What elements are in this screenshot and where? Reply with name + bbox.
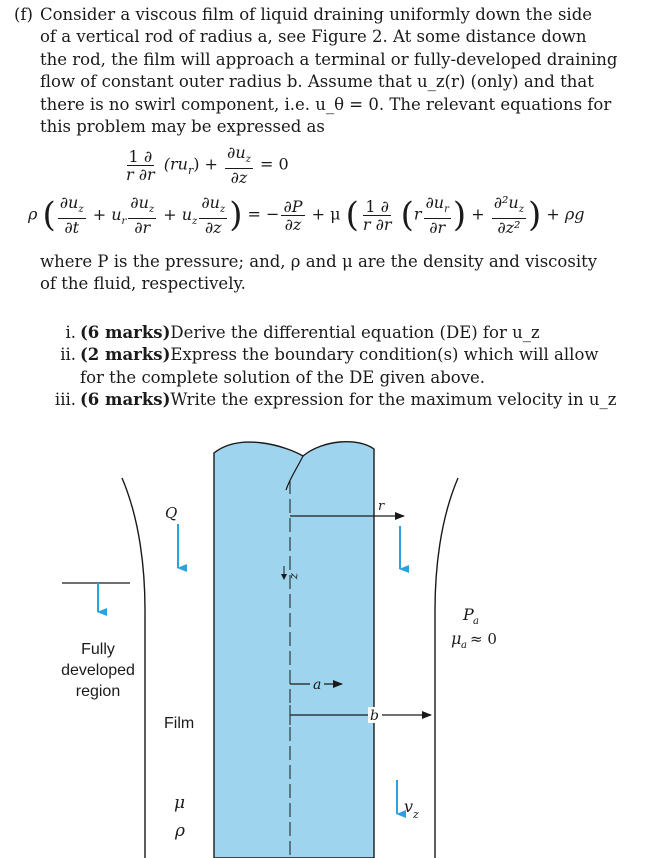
question-line-4: there is no swirl component, i.e. u_θ = 0. The relevant equations for xyxy=(40,94,612,114)
where-line-1: of the fluid, respectively. xyxy=(40,274,246,294)
developed-label: developed xyxy=(61,662,135,679)
question-line-3: flow of constant outer radius b. Assume that u_z(r) (only) and that xyxy=(40,72,594,92)
rod xyxy=(214,442,374,858)
z-label: z xyxy=(288,573,302,580)
vz-label: v xyxy=(404,797,414,816)
question-line-2: the rod, the film will approach a terminal or fully-developed draining xyxy=(40,49,618,69)
film-label: Film xyxy=(164,715,195,732)
continuity-equation: $\frac{1 \partial}{r \partial r}$ $(ru_r)$ + $\frac{\partial u_z}{\partial z}$ = 0 xyxy=(126,143,289,188)
r-label: r xyxy=(378,499,385,514)
pa-subscript: a xyxy=(473,616,479,627)
b-label: b xyxy=(370,708,379,724)
sub-question-ii: ii. (2 marks)Express the boundary condition(s) which will allow xyxy=(60,345,599,365)
vz-subscript: z xyxy=(413,808,419,821)
sub-question-i: i. (6 marks)Derive the differential equation (DE) for u_z xyxy=(65,323,540,342)
film-rho-label: ρ xyxy=(175,821,185,841)
film-right-boundary xyxy=(435,478,458,858)
mu-a-subscript: a xyxy=(461,640,467,651)
mu-a-label: μ xyxy=(451,629,462,648)
question-line-1: of a vertical rod of radius a, see Figure 2. At some distance down xyxy=(40,27,587,47)
sub-question-ii-cont: for the complete solution of the DE given above. xyxy=(80,367,486,387)
region-label: region xyxy=(75,683,121,700)
film-mu-label: μ xyxy=(174,793,186,813)
question-label: (f) xyxy=(14,5,33,24)
where-line-0: where P is the pressure; and, ρ and μ are the density and viscosity xyxy=(40,252,598,271)
q-label: Q xyxy=(165,504,178,522)
sub-question-iii: iii. (6 marks)Write the expression for the maximum velocity in u_z xyxy=(54,390,617,410)
mu-a-relation: ≈ 0 xyxy=(470,630,497,648)
question-line-5: this problem may be expressed as xyxy=(40,117,325,137)
pa-label: P xyxy=(463,605,474,624)
momentum-equation: ρ ( $\frac{\partial u_z}{\partial t}$ + $u_r$ $\frac{\partial u_z}{\partial r}$ + $u_z$ $\frac{\partial u_z}{\partial z}$ ) = − $\frac{\partial P}{\partial z}$ + μ ( $\frac{1 \partial}{r \partial r}$ (r $\frac{\partial u_r}{\partial r}$ ) + $\frac{\partial^2u_z}{\text{∂z²}}$ ) + ρg xyxy=(28,193,585,238)
a-label: a xyxy=(313,677,322,693)
question-line-0: (f) Consider a viscous film of liquid draining uniformly down the side xyxy=(14,5,592,24)
fully-label: Fully xyxy=(81,641,115,658)
